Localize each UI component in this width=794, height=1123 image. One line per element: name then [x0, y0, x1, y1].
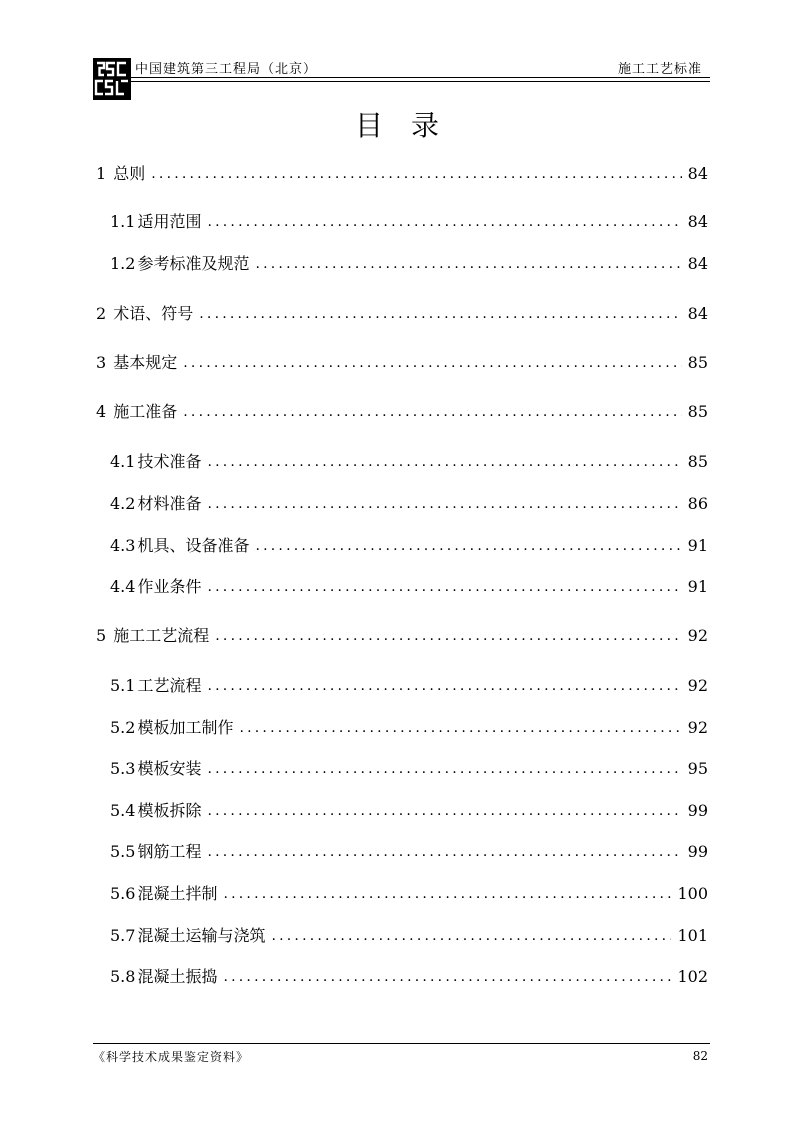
toc-number: 5.2	[110, 718, 136, 737]
toc-label: 混凝土振捣	[137, 967, 218, 986]
standard-name: 施工工艺标准	[617, 62, 702, 77]
toc-entry[interactable]	[110, 208, 708, 232]
toc-entry[interactable]	[110, 714, 708, 738]
toc-number: 2	[96, 304, 112, 323]
toc-leader	[271, 926, 671, 946]
toc-label: 混凝土拌制	[137, 884, 218, 903]
toc-number: 4.2	[110, 494, 136, 513]
toc-page: 85	[687, 402, 708, 421]
toc-label: 钢筋工程	[137, 842, 202, 861]
toc-leader	[215, 626, 681, 646]
toc-page: 100	[677, 884, 708, 903]
document-name: 《科学技术成果鉴定资料》	[93, 1050, 250, 1064]
toc-leader	[183, 402, 681, 422]
toc-label: 模板拆除	[137, 801, 202, 820]
toc-page: 95	[687, 759, 708, 778]
toc-page: 84	[687, 304, 708, 323]
toc-leader	[207, 494, 681, 514]
toc-entry[interactable]	[110, 838, 708, 862]
toc-entry[interactable]	[96, 160, 708, 184]
toc-label: 基本规定	[113, 353, 178, 372]
toc-leader	[207, 759, 681, 779]
toc-entry[interactable]	[96, 300, 708, 324]
toc-entry[interactable]	[110, 532, 708, 556]
toc-page: 86	[687, 494, 708, 513]
toc-page: 84	[687, 212, 708, 231]
toc-page: 101	[677, 926, 708, 945]
toc-label: 工艺流程	[137, 676, 202, 695]
toc-leader	[207, 842, 681, 862]
toc-number: 5.4	[110, 801, 136, 820]
toc-label: 模板安装	[137, 759, 202, 778]
toc-leader	[239, 718, 681, 738]
toc-page: 85	[687, 353, 708, 372]
toc-number: 5.5	[110, 842, 136, 861]
toc-entry[interactable]	[110, 797, 708, 821]
toc-leader	[199, 304, 681, 324]
toc-leader	[223, 967, 671, 987]
toc-number: 5.3	[110, 759, 136, 778]
toc-page: 102	[677, 967, 708, 986]
toc-number: 4.1	[110, 452, 136, 471]
toc-number: 5.7	[110, 926, 136, 945]
toc-label: 作业条件	[137, 577, 202, 596]
toc-number: 5.6	[110, 884, 136, 903]
toc-label: 机具、设备准备	[137, 536, 250, 555]
toc-label: 参考标准及规范	[137, 254, 250, 273]
toc-entry[interactable]	[110, 672, 708, 696]
toc-entry[interactable]	[110, 963, 708, 987]
toc-entry[interactable]	[96, 349, 708, 373]
toc-label: 模板加工制作	[137, 718, 234, 737]
footer-rule	[93, 1043, 710, 1044]
toc-entry[interactable]	[110, 250, 708, 274]
toc-leader	[183, 353, 681, 373]
toc-number: 4	[96, 402, 112, 421]
toc-number: 4.3	[110, 536, 136, 555]
toc-number: 4.4	[110, 577, 136, 596]
toc-number: 1	[96, 164, 112, 183]
toc-page: 85	[687, 452, 708, 471]
toc-page: 92	[687, 626, 708, 645]
toc-entry[interactable]	[96, 622, 708, 646]
toc-number: 1.2	[110, 254, 136, 273]
toc-entry[interactable]	[110, 490, 708, 514]
toc-label: 适用范围	[137, 212, 202, 231]
toc-leader	[207, 577, 681, 597]
toc-label: 术语、符号	[113, 304, 194, 323]
toc-leader	[255, 536, 681, 556]
toc-page: 91	[687, 577, 708, 596]
toc-number: 3	[96, 353, 112, 372]
toc-leader	[207, 801, 681, 821]
toc-entry[interactable]	[110, 922, 708, 946]
toc-entry[interactable]	[110, 755, 708, 779]
toc-page: 84	[687, 254, 708, 273]
toc-entry[interactable]	[110, 880, 708, 904]
toc-number: 5.8	[110, 967, 136, 986]
toc-leader	[223, 884, 671, 904]
toc-label: 材料准备	[137, 494, 202, 513]
page-title: 目录	[354, 109, 467, 142]
toc-entry[interactable]	[96, 398, 708, 422]
toc-page: 92	[687, 676, 708, 695]
toc-leader	[255, 254, 681, 274]
toc-entry[interactable]	[110, 573, 708, 597]
toc-leader	[207, 212, 681, 232]
page-number: 82	[692, 1049, 708, 1063]
toc-label: 总则	[113, 164, 146, 183]
toc-page: 92	[687, 718, 708, 737]
toc-page: 99	[687, 801, 708, 820]
toc-number: 1.1	[110, 212, 136, 231]
toc-label: 混凝土运输与浇筑	[137, 926, 266, 945]
toc-leader	[207, 676, 681, 696]
toc-label: 施工准备	[113, 402, 178, 421]
toc-entry[interactable]	[110, 448, 708, 472]
toc-label: 施工工艺流程	[113, 626, 210, 645]
organization-name: 中国建筑第三工程局（北京）	[135, 62, 318, 77]
toc-page: 91	[687, 536, 708, 555]
toc-label: 技术准备	[137, 452, 202, 471]
toc-number: 5	[96, 626, 112, 645]
toc-leader	[151, 164, 681, 184]
toc-leader	[207, 452, 681, 472]
toc-page: 99	[687, 842, 708, 861]
toc-page: 84	[687, 164, 708, 183]
toc-number: 5.1	[110, 676, 136, 695]
